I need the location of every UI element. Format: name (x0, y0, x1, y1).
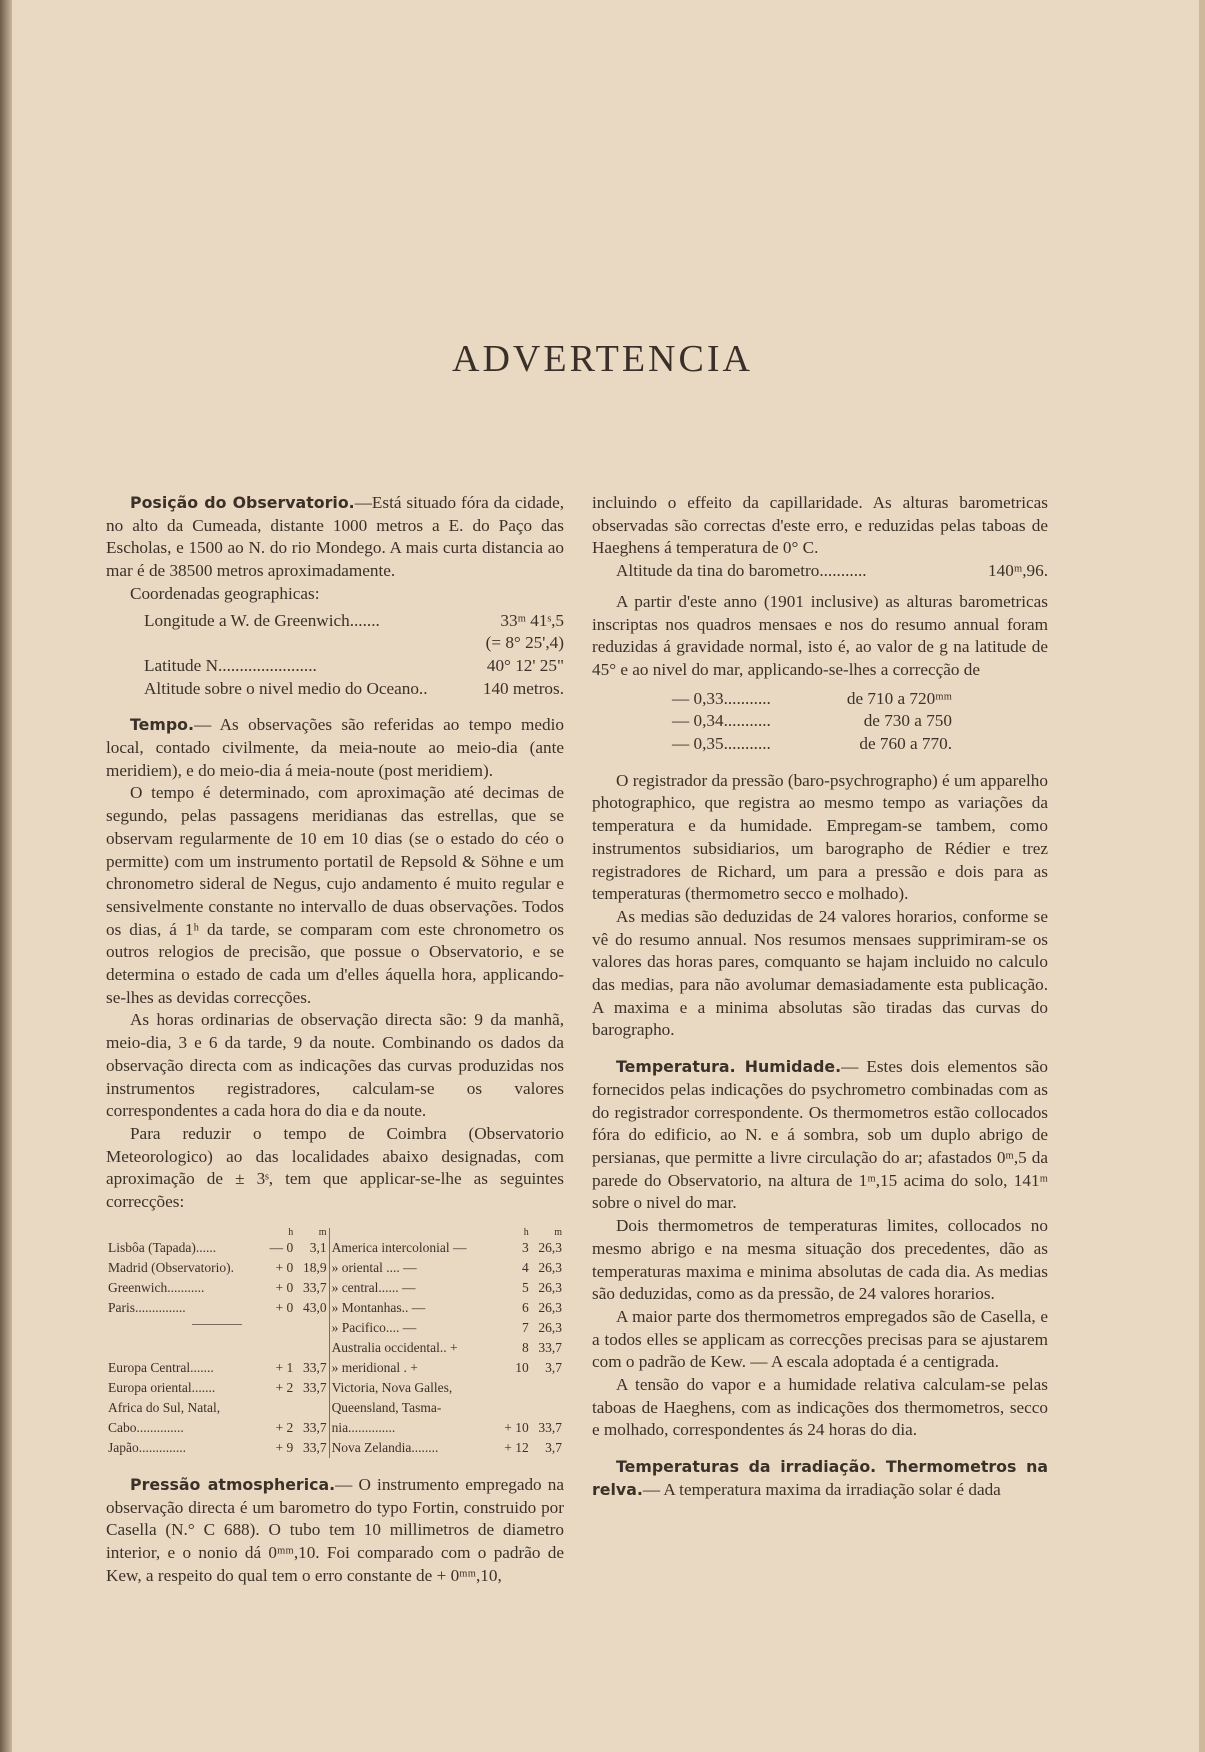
cell: Victoria, Nova Galles, (329, 1378, 497, 1398)
cell: 33,7 (538, 1339, 562, 1355)
cell: 3 (522, 1239, 529, 1255)
tempo-paragraph (106, 714, 564, 782)
irradiacao-heading: Temperaturas da irradiação. Thermometros na relva. (592, 1457, 1048, 1499)
cell (531, 1398, 564, 1418)
time-corrections-table (106, 1228, 564, 1458)
page-title: ADVERTENCIA (452, 338, 753, 381)
altitude-label: Altitude da tina do barometro........... (616, 561, 867, 581)
limites-paragraph: Dois thermometros de temperaturas limites, collocados no mesmo abrigo e na mesma situação dos precedentes, dão as temperaturas maxima e minima absolutas de cada dia. As medias são deduzidas, como as da pressão, de 24 valores horarios. (592, 1216, 1048, 1304)
coord-value: 40° 12' 25" (486, 655, 564, 675)
tempo-paragraph-3: As horas ordinarias de observação directa são: 9 da manhã, meio-dia, 3 e 6 da tarde, 9 da noute. Combinando os dados da observação directa com as indicações das curvas produzidas nos instrumentos registradores, calculam-se os valores correspondentes a cada hora do dia e da noute. (106, 1010, 564, 1121)
irradiacao-paragraph (592, 1456, 1048, 1501)
cell: » meridional . + (329, 1358, 497, 1378)
table-row (106, 1278, 564, 1298)
temperatura-text: — Estes dois elementos são fornecidos pelas indicações do psychrometro combinadas com as do registrador correspondente. Os thermometros estão collocados fóra do edificio, ao N. e á sombra, sob um duplo abrigo de persianas, que permitte a livre circulação do ar; afastados 0ᵐ,5 da parede do Observatorio, na altura de 1ᵐ,15 acima do solo, 141ᵐ sobre o nivel do mar. (592, 1057, 1048, 1213)
cell: » central...... — (329, 1278, 497, 1298)
cell: — 0 (269, 1239, 294, 1255)
temperatura-heading: Temperatura. Humidade. (616, 1057, 842, 1077)
coord-value: 33ᵐ 41ˢ,5 (500, 610, 564, 630)
cell: + 2 (275, 1419, 294, 1435)
cell: Europa Central....... (108, 1359, 214, 1375)
table-row (106, 1378, 564, 1398)
temperatura-paragraph (592, 1056, 1048, 1215)
cell: + 1 (275, 1359, 294, 1375)
cell (497, 1398, 531, 1418)
table-units-row (106, 1228, 564, 1238)
correction-row (672, 733, 952, 756)
cell: 3,1 (309, 1239, 327, 1255)
gravity-corrections (672, 688, 952, 756)
table-row (106, 1398, 564, 1418)
table-row (106, 1358, 564, 1378)
coord-label: Altitude sobre o nivel medio do Oceano.. (144, 678, 428, 698)
cell: 3,7 (545, 1359, 562, 1375)
cell (262, 1398, 295, 1418)
table-row (106, 1318, 564, 1338)
pressao-text: — O instrumento empregado na observação directa é um barometro do typo Fortin, construido por Casella (N.° C 688). O tubo tem 10 millimetros de diametro interior, e o nonio dá 0ᵐᵐ,10. Foi comparado com o padrão de Kew, a respeito do qual tem o erro constante de + 0ᵐᵐ,10, (106, 1474, 564, 1585)
table-row (106, 1438, 564, 1458)
table-row (106, 1418, 564, 1438)
cell: Japão.............. (108, 1439, 186, 1455)
posicao-text: —Está situado fóra da cidade, no alto da Cumeada, distante 1000 metros a E. do Paço das Escholas, e 1500 ao N. do rio Mondego. A mais curta distancia ao mar é de 38500 metros aproximadamente. (106, 493, 564, 581)
cell: Africa do Sul, Natal, (108, 1399, 221, 1415)
correction-range: de 760 a 770. (859, 734, 952, 754)
casella-paragraph: A maior parte dos thermometros empregados são de Casella, e a todos elles se applicam as correcções precisas para se ajustarem com o padrão de Kew. — A escala adoptada é a centigrada. (592, 1306, 1048, 1372)
cell (497, 1378, 531, 1398)
barometer-paragraph: incluindo o effeito da capillaridade. As alturas barometricas observadas são correctas d'este erro, e reduzidas pelas taboas de Haeghens á temperatura de 0° C. (592, 493, 1048, 558)
cell: 33,7 (302, 1279, 327, 1295)
correction-row (672, 710, 952, 733)
coord-label: Latitude N....................... (144, 655, 317, 675)
gravity-paragraph: A partir d'este anno (1901 inclusive) as alturas barometricas inscriptas nos quadros mensaes e nos do resumo annual foram reduzidas á gravidade normal, isto é, ao valor de g na latitude de 45° e ao nivel do mar, applicando-se-lhes a correcção de (592, 591, 1048, 679)
cell: + 12 (504, 1439, 529, 1455)
vapor-paragraph: A tensão do vapor e a humidade relativa calculam-se pelas taboas de Haeghens, com as indicações dos thermometros, secco e molhado, correspondentes ás 24 horas do dia. (592, 1375, 1048, 1440)
cell: » Montanhas.. — (329, 1298, 497, 1318)
altitude-row (616, 560, 1048, 583)
tempo-text: — As observações são referidas ao tempo medio local, contado civilmente, da meia-noute ao meio-dia (ante meridiem), e do meio-dia á meia-noute (post meridiem). (106, 715, 564, 780)
irradiacao-text: — A temperatura maxima da irradiação solar é dada (642, 1479, 1001, 1499)
tempo-paragraph-2: O tempo é determinado, com aproximação até decimas de segundo, pelas passagens meridianas das estrellas, que se observam regularmente de 10 em 10 dias (se o estado do céo o permitte) com um instrumento portatil de Repsold & Söhne e um chronometro sideral de Negus, cujo andamento é muito regular e sensivelmente constante no intervallo de duas observações. Todos os dias, á 1ʰ da tarde, se comparam com este chronometro os outros relogios de precisão, que possue o Observatorio, e se determina o estado de cada um d'elles áquella hora, applicando-se-lhes as devidas correcções. (106, 783, 564, 1007)
posicao-heading: Posição do Observatorio. (130, 493, 355, 512)
tempo-heading: Tempo. (130, 715, 195, 735)
unit-minutes: m (554, 1226, 562, 1238)
cell: 6 (522, 1299, 529, 1315)
unit-minutes: m (318, 1226, 327, 1238)
cell: 8 (522, 1339, 529, 1355)
page-right-edge (1199, 0, 1205, 1752)
cell: Queensland, Tasma- (329, 1398, 497, 1418)
cell: 26,3 (538, 1299, 562, 1315)
unit-hours: h (523, 1226, 529, 1238)
page-binding-edge (0, 0, 12, 1752)
cell: 5 (522, 1279, 529, 1295)
correction-value: — 0,35........... (672, 734, 771, 754)
cell (295, 1398, 329, 1418)
cell: Europa oriental....... (108, 1379, 216, 1395)
correction-range: de 710 a 720ᵐᵐ (846, 688, 952, 708)
cell: + 9 (275, 1439, 294, 1455)
altitude-value: 140ᵐ,96. (988, 561, 1048, 581)
cell: 7 (522, 1319, 529, 1335)
cell: Cabo.............. (108, 1419, 184, 1435)
coord-row (144, 610, 564, 633)
pressao-paragraph (106, 1474, 564, 1588)
cell: Paris............... (108, 1299, 186, 1315)
cell: Madrid (Observatorio). (108, 1259, 234, 1275)
cell: + 0 (275, 1299, 294, 1315)
correction-value: — 0,33........... (672, 688, 771, 708)
cell: 33,7 (302, 1419, 327, 1435)
cell: Australia occidental.. + (329, 1338, 497, 1358)
left-column (106, 492, 564, 1587)
cell: + 10 (504, 1419, 529, 1435)
table-row (106, 1258, 564, 1278)
coord-row (144, 632, 564, 655)
coord-row (144, 678, 564, 701)
right-column (592, 492, 1048, 1502)
correction-value: — 0,34........... (672, 711, 771, 731)
coord-value: (= 8° 25',4) (485, 633, 564, 653)
cell: 33,7 (302, 1379, 327, 1395)
cell: 26,3 (538, 1239, 562, 1255)
coord-heading: Coordenadas geographicas: (130, 583, 320, 603)
cell: Greenwich........... (108, 1279, 205, 1295)
table-divider (192, 1324, 242, 1325)
pressao-heading: Pressão atmospherica. (130, 1474, 336, 1494)
cell: 33,7 (302, 1359, 327, 1375)
unit-hours: h (288, 1226, 294, 1238)
cell: 26,3 (538, 1279, 562, 1295)
coord-value: 140 metros. (482, 678, 564, 698)
cell: 10 (515, 1359, 529, 1375)
cell: 43,0 (302, 1299, 327, 1315)
cell (531, 1378, 564, 1398)
registrador-paragraph: O registrador da pressão (baro-psychrographo) é um apparelho photographico, que registra ao mesmo tempo as variações da temperatura e da humidade. Empregam-se tambem, como instrumentos subsidiarios, um barographo de Rédier e trez registradores de Richard, um para a pressão e dois para as temperaturas (thermometro secco e molhado). (592, 770, 1048, 904)
tempo-paragraph-4: Para reduzir o tempo de Coimbra (Observatorio Meteorologico) ao das localidades abaixo designadas, com aproximação de ± 3ˢ, tem que applicar-se-lhe as seguintes correcções: (106, 1123, 564, 1212)
cell: 33,7 (538, 1419, 562, 1435)
cell: + 2 (275, 1379, 294, 1395)
cell: 26,3 (538, 1319, 562, 1335)
table-row (106, 1338, 564, 1358)
cell: » oriental .... — (329, 1258, 497, 1278)
cell: America intercolonial — (329, 1238, 497, 1258)
table-row (106, 1298, 564, 1318)
posicao-paragraph (106, 492, 564, 583)
cell: 3,7 (545, 1439, 562, 1455)
medias-paragraph: As medias são deduzidas de 24 valores horarios, conforme se vê do resumo annual. Nos resumos mensaes supprimiram-se os valores das horas pares, comquanto se hajam incluido no calculo das medias, para não avolumar demasiadamente esta publicação. A maxima e a minima absolutas são tiradas das curvas do barographo. (592, 906, 1048, 1040)
coord-row (144, 655, 564, 678)
cell: 4 (522, 1259, 529, 1275)
cell: + 0 (275, 1279, 294, 1295)
coordinates-block (144, 610, 564, 701)
cell: 33,7 (302, 1439, 327, 1455)
correction-row (672, 688, 952, 711)
table-row (106, 1238, 564, 1258)
cell: Nova Zelandia........ (329, 1438, 497, 1458)
cell: » Pacifico.... — (329, 1318, 497, 1338)
cell: nia.............. (329, 1418, 497, 1438)
correction-range: de 730 a 750 (863, 711, 952, 731)
cell: 26,3 (538, 1259, 562, 1275)
cell: 18,9 (302, 1259, 327, 1275)
coord-label: Longitude a W. de Greenwich....... (144, 610, 380, 630)
cell: Lisbôa (Tapada)...... (108, 1239, 217, 1255)
cell: + 0 (275, 1259, 294, 1275)
